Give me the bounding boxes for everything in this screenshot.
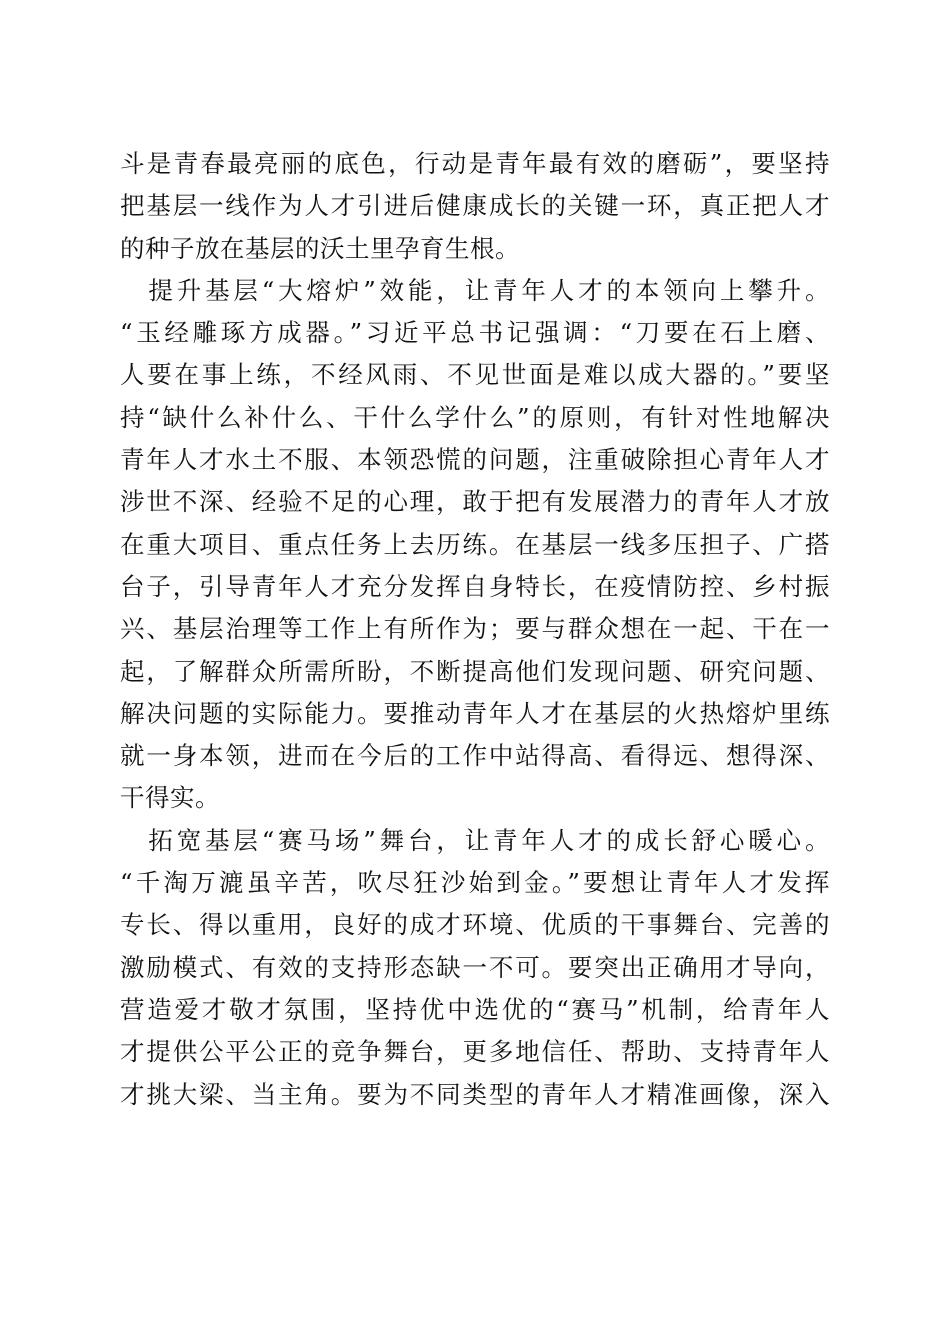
text-line: 就一身本领，进而在今后的工作中站得高、看得远、想得深、 [120, 741, 830, 771]
text-line: 才挑大梁、当主角。要为不同类型的青年人才精准画像，深入 [120, 1079, 830, 1109]
text-line: 持“缺什么补什么、干什么学什么”的原则，有针对性地解决 [120, 402, 830, 432]
text-line: 营造爱才敬才氛围，坚持优中选优的“赛马”机制，给青年人 [120, 994, 830, 1024]
text-line: 提升基层“大熔炉”效能，让青年人才的本领向上攀升。 [120, 275, 830, 305]
text-line: 解决问题的实际能力。要推动青年人才在基层的火热熔炉里练 [120, 698, 830, 728]
text-line: 兴、基层治理等工作上有所作为；要与群众想在一起、干在一 [120, 614, 830, 644]
text-line: 才提供公平公正的竞争舞台，更多地信任、帮助、支持青年人 [120, 1037, 830, 1067]
document-body [120, 143, 830, 1116]
text-line: 的种子放在基层的沃土里孕育生根。 [120, 233, 520, 263]
text-line: 人要在事上练，不经风雨、不见世面是难以成大器的。”要坚 [120, 360, 830, 390]
text-line: 涉世不深、经验不足的心理，敢于把有发展潜力的青年人才放 [120, 487, 830, 517]
text-line: 干得实。 [120, 783, 220, 813]
text-line: 斗是青春最亮丽的底色，行动是青年最有效的磨砺”，要坚持 [120, 149, 830, 178]
text-line: “千淘万漉虽辛苦，吹尽狂沙始到金。”要想让青年人才发挥 [120, 868, 830, 898]
text-line: 激励模式、有效的支持形态缺一不可。要突出正确用才导向， [120, 952, 830, 982]
text-line: 把基层一线作为人才引进后健康成长的关键一环，真正把人才 [120, 191, 830, 221]
text-line: “玉经雕琢方成器。”习近平总书记强调：“刀要在石上磨、 [120, 318, 830, 348]
text-line: 拓宽基层“赛马场”舞台，让青年人才的成长舒心暖心。 [120, 825, 830, 855]
text-line: 起，了解群众所需所盼，不断提高他们发现问题、研究问题、 [120, 656, 830, 686]
text-line: 在重大项目、重点任务上去历练。在基层一线多压担子、广搭 [120, 529, 830, 559]
text-line: 台子，引导青年人才充分发挥自身特长，在疫情防控、乡村振 [120, 571, 830, 601]
text-line: 青年人才水土不服、本领恐慌的问题，注重破除担心青年人才 [120, 445, 830, 475]
text-line: 专长、得以重用，良好的成才环境、优质的干事舞台、完善的 [120, 910, 830, 940]
